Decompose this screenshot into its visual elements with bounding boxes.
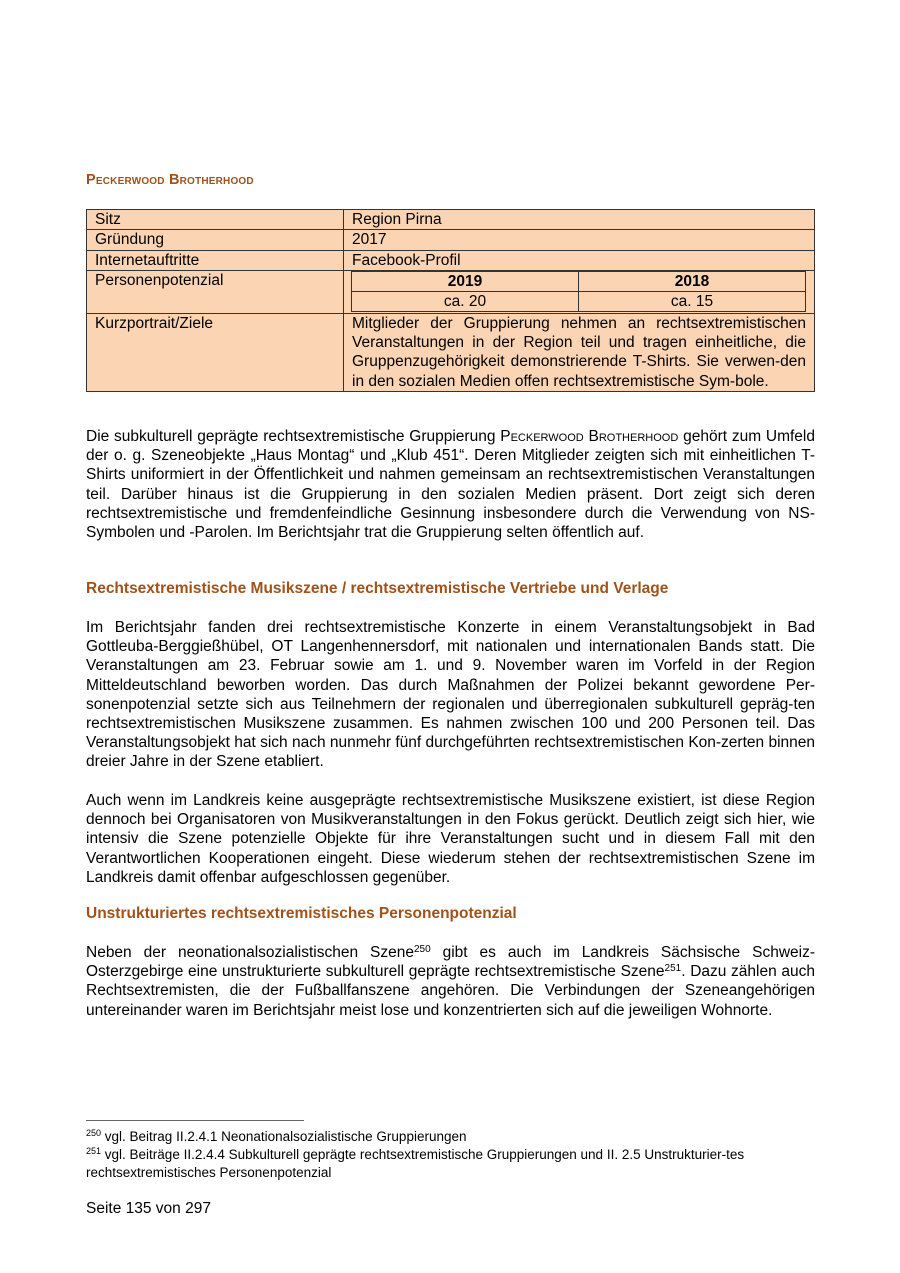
table-row — [87, 230, 815, 250]
personen-cell — [344, 270, 815, 313]
row-label: Kurzportrait/Ziele — [87, 313, 344, 391]
row-value: Region Pirna — [344, 210, 815, 230]
section-heading-musikszene: Rechtsextremistische Musikszene / rechtsextremistische Vertriebe und Verlage — [86, 580, 669, 597]
row-value: Mitglieder der Gruppierung nehmen an rechtsextremistischen Veranstaltungen in der Region teil und tragen einheitliche, die Gruppenzugehörigkeit demonstrierende T-Shirts. Sie verwen-den in den sozialen Medien offen rechtsextremistische Sym-bole. — [344, 313, 815, 391]
table-row — [87, 210, 815, 230]
group-profile-table — [86, 209, 815, 392]
group-heading: Peckerwood Brotherhood — [86, 172, 254, 188]
year-header: 2018 — [579, 271, 806, 291]
personen-value: ca. 20 — [352, 291, 579, 311]
footnote-ref: 250 — [413, 944, 431, 955]
row-value: Facebook-Profil — [344, 250, 815, 270]
year-header: 2019 — [352, 271, 579, 291]
footnote: $^{251}$ vgl. Beiträge II.2.4.4 Subkulturell geprägte rechtsextremistische Gruppierungen und II. 2.5 Unstrukturier-tes rechtsextremistisches Personenpotenzial — [86, 1146, 745, 1180]
row-label: Personenpotenzial — [87, 270, 344, 313]
footnote-ref: 251 — [664, 963, 682, 975]
paragraph-unstructured: Neben der neonationalsozialistischen Szene$^{250}$ gibt es auch im Landkreis Sächsische Schweiz-Osterzgebirge eine unstrukturierte subkulturell geprägte rechtsextremistische Szene$^{251}$. Dazu zählen auch Rechtsextremisten, die der Fußballfanszene angehören. Die Verbindungen der Szeneangehörigen untereinander waren im Berichtsjahr meist lose und konzentrierten sich auf die jeweiligen Wohnorte. — [86, 944, 815, 1019]
group-name: Peckerwood Brotherhood — [500, 428, 679, 445]
table-row — [87, 250, 815, 270]
row-label: Gründung — [87, 230, 344, 250]
footnote: $^{250}$ vgl. Beitrag II.2.4.1 Neonationalsozialistische Gruppierungen — [86, 1128, 467, 1144]
paragraph-group-description: Die subkulturell geprägte rechtsextremistische Gruppierung Peckerwood Brotherhood gehört zum Umfeld der o. g. Szeneobjekte „Haus Montag“ und „Klub 451“. Deren Mitglieder zeigten sich mit einheitlichen T-Shirts uniformiert in der Öffentlichkeit und nahmen gemeinsam an rechtsextremistischen Veranstaltungen teil. Darüber hinaus ist die Gruppierung in den sozialen Medien präsent. Dort zeigt sich deren rechtsextremistische und fremdenfeindliche Gesinnung insbesondere durch die Verwendung von NS-Symbolen und -Parolen. Im Berichtsjahr trat die Gruppierung selten öffentlich auf. — [86, 428, 815, 542]
section-heading-personenpotenzial: Unstrukturiertes rechtsextremistisches Personenpotenzial — [86, 905, 517, 922]
table-row — [87, 270, 815, 313]
paragraph-region: Auch wenn im Landkreis keine ausgeprägte rechtsextremistische Musikszene existiert, ist diese Region dennoch bei Organisatoren von Musikveranstaltungen in den Fokus gerückt. Deutlich zeigt sich hier, wie intensiv die Szene potenzielle Objekte für ihre Veranstaltungen sucht und in diesem Fall mit den Verantwortlichen Kooperationen eingeht. Diese wiederum stehen der rechtsextremistischen Szene im Landkreis damit offenbar aufgeschlossen gegenüber. — [86, 792, 815, 886]
paragraph-concerts: Im Berichtsjahr fanden drei rechtsextremistische Konzerte in einem Veranstaltungsobjekt in Bad Gottleuba-Berggießhübel, OT Langenhennersdorf, mit nationalen und internationalen Bands statt. Die Veranstaltungen am 23. Februar sowie am 1. und 9. November waren im Vorfeld in der Region Mitteldeutschland beworben worden. Das durch Maßnahmen der Polizei bekannt gewordene Per-sonenpotenzial setzte sich aus Teilnehmern der regionalen und überregionalen subkulturell gepräg-ten rechtsextremistischen Musikszene zusammen. Es nahmen zwischen 100 und 200 Personen teil. Das Veranstaltungsobjekt hat sich nach nunmehr fünf durchgeführten rechtsextremistischen Kon-zerten binnen dreier Jahre in der Szene etabliert. — [86, 619, 815, 771]
row-label: Sitz — [87, 210, 344, 230]
row-label: Internetauftritte — [87, 250, 344, 270]
personen-table — [351, 271, 806, 312]
row-value: 2017 — [344, 230, 815, 250]
table-row — [87, 313, 815, 391]
page-number: Seite 135 von 297 — [86, 1200, 211, 1217]
personen-value: ca. 15 — [579, 291, 806, 311]
footnote-divider — [86, 1120, 304, 1121]
